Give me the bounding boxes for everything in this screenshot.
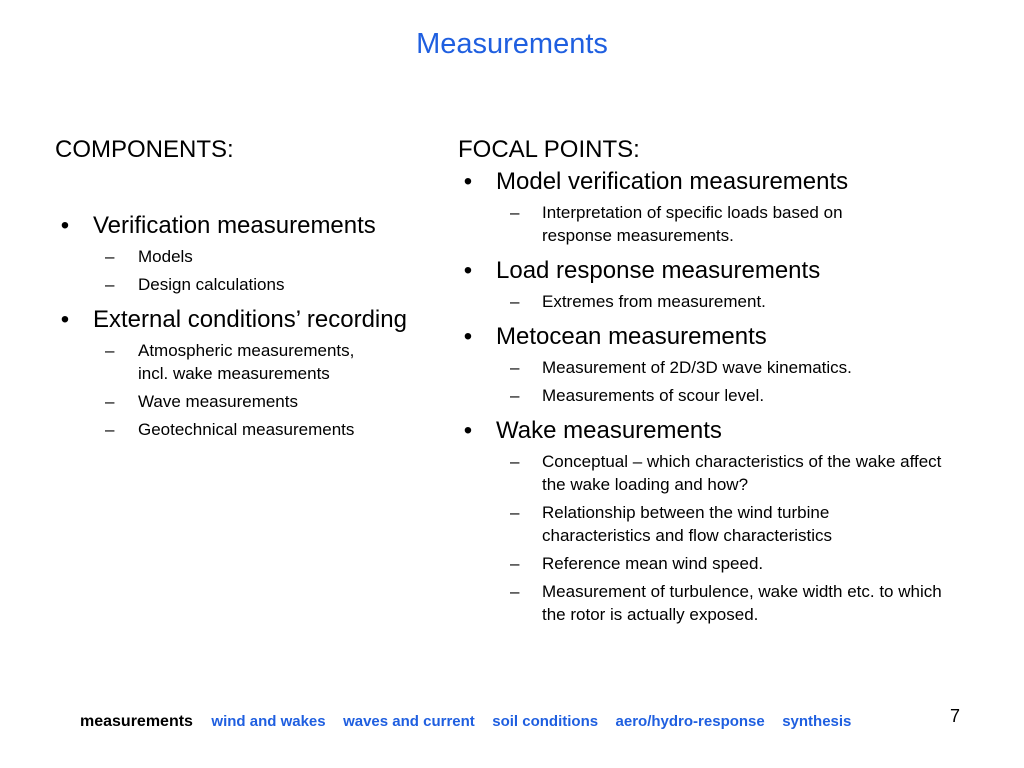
list-item <box>458 255 978 313</box>
sub-list-item <box>458 384 978 407</box>
footer-nav-link[interactable]: wind and wakes <box>211 713 326 730</box>
sub-list-item-label: Conceptual – which characteristics of the wake affect the wake loading and how? <box>542 452 942 494</box>
dash-icon: – <box>105 275 115 294</box>
sub-list-item <box>458 501 942 547</box>
dash-icon: – <box>105 341 115 360</box>
dash-icon: – <box>510 358 520 377</box>
bullet-icon: • <box>463 417 473 444</box>
bullet-icon: • <box>60 212 70 239</box>
sub-list-item-label: Reference mean wind speed. <box>542 554 764 573</box>
dash-icon: – <box>105 420 115 439</box>
sub-list-item <box>55 245 435 268</box>
sub-list-item-label: Geotechnical measurements <box>138 420 355 439</box>
sub-list-item-label: Extremes from measurement. <box>542 292 766 311</box>
bullet-icon: • <box>60 306 70 333</box>
sub-list-item <box>55 390 435 413</box>
bullet-icon: • <box>463 257 473 284</box>
footer-nav <box>80 711 864 733</box>
dash-icon: – <box>510 386 520 405</box>
dash-icon: – <box>510 554 520 573</box>
slide-title: Measurements <box>416 28 608 60</box>
components-column <box>55 134 435 449</box>
sub-list-item-label: Atmospheric measurements, incl. wake measurements <box>138 341 355 383</box>
list-item <box>458 321 978 407</box>
footer-nav-active[interactable]: measurements <box>80 713 193 730</box>
sub-list-item <box>458 201 887 247</box>
list-item-label: Metocean measurements <box>496 323 767 350</box>
sub-list-item <box>55 273 435 296</box>
dash-icon: – <box>105 247 115 266</box>
list-item <box>458 166 978 247</box>
sub-list-item <box>458 356 978 379</box>
sub-list-item-label: Models <box>138 247 193 266</box>
bullet-icon: • <box>463 168 473 195</box>
list-item-label: External conditions’ recording <box>93 306 407 333</box>
sub-list-item-label: Measurement of turbulence, wake width etc. to which the rotor is actually exposed. <box>542 582 942 624</box>
page-number: 7 <box>950 706 961 726</box>
dash-icon: – <box>510 503 520 522</box>
sub-list-item <box>458 552 978 575</box>
focal-points-list <box>458 166 978 626</box>
footer-nav-link[interactable]: aero/hydro-response <box>615 713 765 730</box>
sub-list-item-label: Interpretation of specific loads based on response measurements. <box>542 203 843 245</box>
dash-icon: – <box>510 452 520 471</box>
focal-points-column <box>458 134 978 634</box>
sub-list-item <box>458 580 962 626</box>
sub-list-item-label: Wave measurements <box>138 392 298 411</box>
sub-list-item-label: Measurements of scour level. <box>542 386 765 405</box>
components-list <box>55 210 435 441</box>
footer-nav-link[interactable]: soil conditions <box>492 713 599 730</box>
list-item <box>458 415 978 626</box>
dash-icon: – <box>510 292 520 311</box>
sub-list-item <box>458 290 978 313</box>
list-item-label: Verification measurements <box>93 212 376 239</box>
list-item-label: Wake measurements <box>496 417 722 444</box>
dash-icon: – <box>510 582 520 601</box>
footer-nav-link[interactable]: waves and current <box>343 713 475 730</box>
bullet-icon: • <box>463 323 473 350</box>
sub-list-item <box>458 450 962 496</box>
sub-list-item-label: Relationship between the wind turbine characteristics and flow characteristics <box>542 503 833 545</box>
sub-list-item-label: Design calculations <box>138 275 285 294</box>
sub-list-item-label: Measurement of 2D/3D wave kinematics. <box>542 358 852 377</box>
list-item <box>55 304 435 441</box>
dash-icon: – <box>105 392 115 411</box>
components-heading: COMPONENTS: <box>55 136 234 163</box>
dash-icon: – <box>510 203 520 222</box>
sub-list-item <box>55 418 435 441</box>
list-item-label: Model verification measurements <box>496 168 849 195</box>
list-item-label: Load response measurements <box>496 257 821 284</box>
footer-nav-link[interactable]: synthesis <box>782 713 852 730</box>
focal-points-heading: FOCAL POINTS: <box>458 136 640 163</box>
list-item <box>55 210 435 296</box>
sub-list-item <box>55 339 363 385</box>
